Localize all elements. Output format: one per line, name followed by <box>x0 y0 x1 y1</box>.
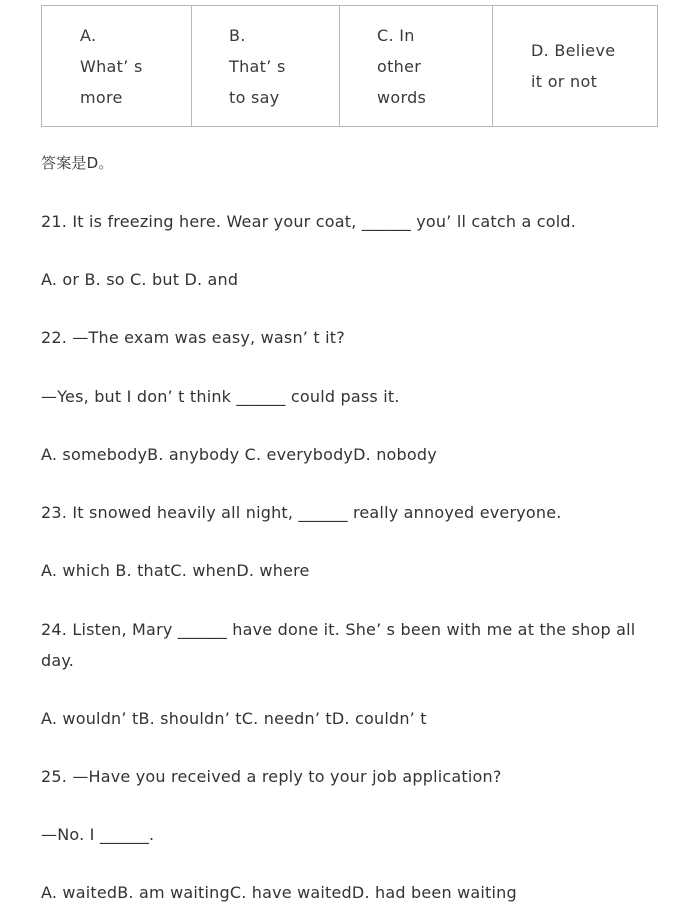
question-22-options: A. somebodyB. anybody C. everybodyD. nobody <box>41 445 437 464</box>
question-21-stem: 21. It is freezing here. Wear your coat, ______ you’ ll catch a cold. <box>41 212 577 231</box>
question-25-stem: 25. —Have you received a reply to your job application? <box>41 767 502 786</box>
options-table <box>41 5 658 127</box>
question-25-options: A. waitedB. am waitingC. have waitedD. had been waiting <box>41 883 517 902</box>
option-d-text: D. Believe it or not <box>531 41 616 91</box>
question-23-options: A. which B. thatC. whenD. where <box>41 561 310 580</box>
option-cell-a <box>42 6 192 127</box>
option-a-text: A. What’ s more <box>80 25 143 107</box>
answer-line: 答案是D。 <box>41 154 114 172</box>
option-cell-b <box>192 6 340 127</box>
option-cell-c <box>340 6 493 127</box>
question-22-stem: 22. —The exam was easy, wasn’ t it? <box>41 328 345 347</box>
question-25-stem-reply: —No. I ______. <box>41 825 155 844</box>
option-b-text: B. That’ s to say <box>229 25 286 107</box>
option-cell-d <box>493 6 658 127</box>
question-23-stem: 23. It snowed heavily all night, ______ really annoyed everyone. <box>41 503 562 522</box>
question-22-stem-reply: —Yes, but I don’ t think ______ could pass it. <box>41 387 400 406</box>
question-21-options: A. or B. so C. but D. and <box>41 270 239 289</box>
options-row <box>42 6 658 127</box>
option-c-text: C. In other words <box>377 25 427 107</box>
question-24-stem: 24. Listen, Mary ______ have done it. She’ s been with me at the shop all day. <box>41 620 636 670</box>
question-24-options: A. wouldn’ tB. shouldn’ tC. needn’ tD. couldn’ t <box>41 709 427 728</box>
